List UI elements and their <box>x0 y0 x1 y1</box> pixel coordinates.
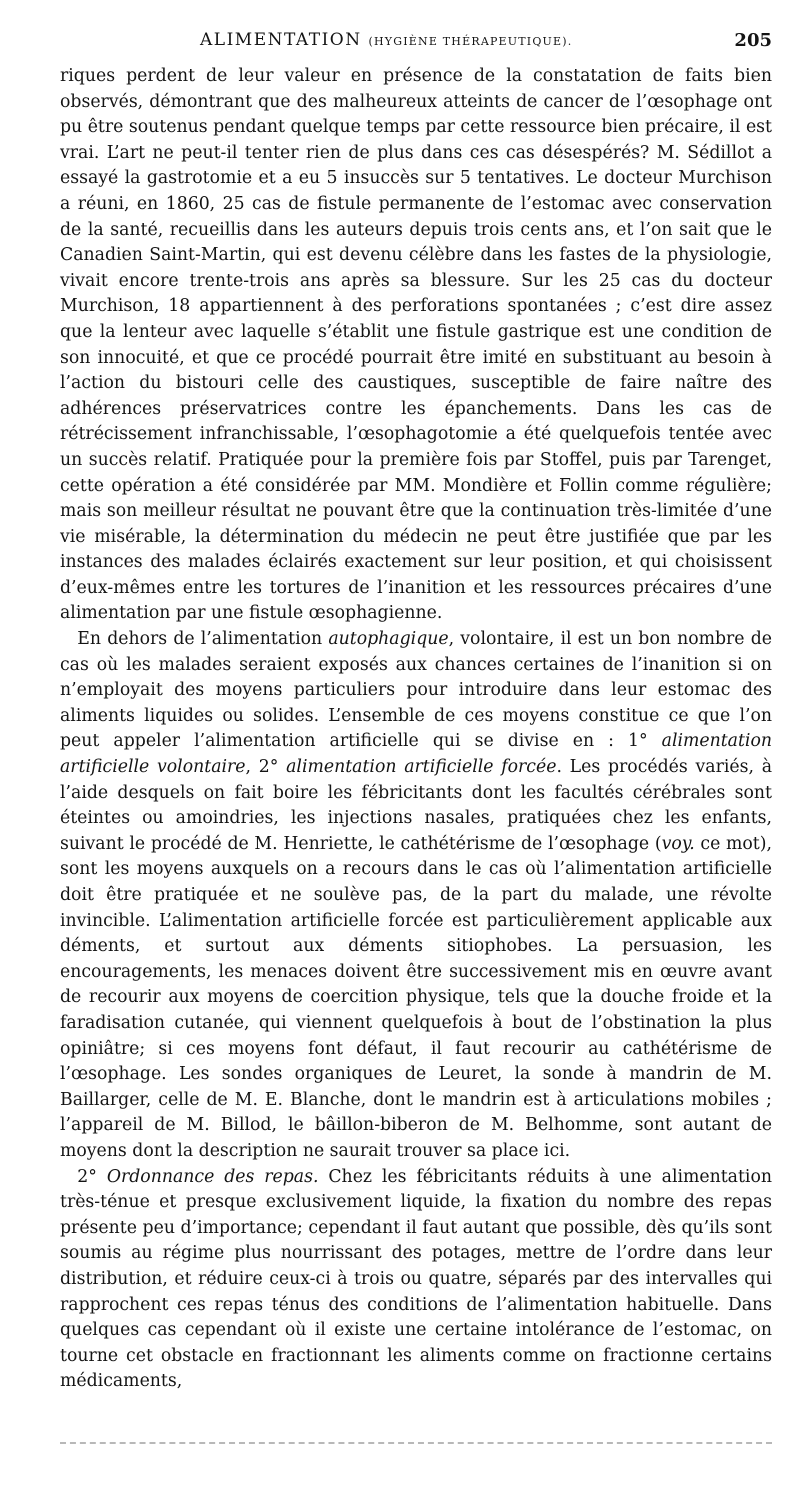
paragraph-2-part-c: , 2° <box>245 757 287 778</box>
term-autophagique: autophagique <box>328 629 449 650</box>
footer-rule <box>60 1442 772 1444</box>
section-heading-ordonnance: Ordonnance des repas. <box>106 1166 319 1187</box>
paragraph-3-text: Chez les fébricitants réduits à une alimentation très-ténue et presque exclusivement liquide, la fixation du nombre des repas présente peu d’importance; cependant il faut autant que possible, dès qu’ils sont soumis au régime plus nourrissant des potages, mettre de l’ordre dans leur distribution, et réduire ceux-ci à trois ou quatre, séparés par des intervalles qui rapprochent ces repas ténus des conditions de l’alimentation habituelle. Dans quelques cas cependant où il existe une certaine intolérance de l’estomac, on tourne cet obstacle en fractionnant les aliments comme on fractionne certains médicaments, <box>60 1166 772 1392</box>
paragraph-2-part-a: En dehors de l’alimentation <box>77 629 329 650</box>
term-artificielle-forcee: alimentation artificielle forcée <box>286 757 557 778</box>
paragraph-3 <box>60 1165 772 1395</box>
running-header <box>60 30 772 56</box>
paragraph-2 <box>60 627 772 1164</box>
paragraph-2-part-b: , volontaire, il est un bon nombre de cas où les malades seraient exposés aux chances certaines de l’inanition si on n’employait des moyens particuliers pour introduire dans leur estomac des aliments liquides ou solides. L’ensemble de ces moyens constitue ce que l’on peut appeler l’alimentation artificielle qui se divise en : 1° <box>60 629 772 752</box>
section-number: 2° <box>77 1166 107 1187</box>
running-title-sub: (HYGIÈNE THÉRAPEUTIQUE). <box>368 35 573 48</box>
paragraph-2-part-d: . Les procédés variés, à l’aide desquels on fait boire les fébricitants dont les facultés cérébrales sont éteintes ou amoindries, les injections nasales, pratiquées chez les enfants, suivant le procédé de M. Henriette, le cathétérisme de l’œsophage ( <box>60 757 772 854</box>
paragraph-2-part-e: ce mot), sont les moyens auxquels on a recours dans le cas où l’alimentation artificielle doit être pratiquée et ne soulève pas, de la part du malade, une révolte invincible. L’alimentation artificielle forcée est particulièrement applicable aux déments, et surtout aux déments sitiophobes. La persuasion, les encouragements, les menaces doivent être successivement mis en œuvre avant de recourir aux moyens de coercition physique, tels que la douche froide et la faradisation cutanée, qui viennent quelquefois à bout de l’obstination la plus opiniâtre; si ces moyens font défaut, il faut recourir au cathétérisme de l’œsophage. Les sondes organiques de Leuret, la sonde à mandrin de M. Baillarger, celle de M. E. Blanche, dont le mandrin est à articulations mobiles ; l’appareil de M. Billod, le bâillon-biberon de M. Belhomme, sont autant de moyens dont la description ne saurait trouver sa place ici. <box>60 833 772 1161</box>
paragraph-1: riques perdent de leur valeur en présence de la constatation de faits bien observés, démontrant que des malheureux atteints de cancer de l’œsophage ont pu être soutenus pendant quelque temps par cette ressource bien précaire, il est vrai. L’art ne peut-il tenter rien de plus dans ces cas désespérés? M. Sédillot a essayé la gastrotomie et a eu 5 insuccès sur 5 tentatives. Le docteur Murchison a réuni, en 1860, 25 cas de fistule permanente de l’estomac avec conservation de la santé, recueillis dans les auteurs depuis trois cents ans, et l’on sait que le Canadien Saint-Martin, qui est devenu célèbre dans les fastes de la physiologie, vivait encore trente-trois ans après sa blessure. Sur les 25 cas du docteur Murchison, 18 appartiennent à des perforations spontanées ; c’est dire assez que la lenteur avec laquelle s’établit une fistule gastrique est une condition de son innocuité, et que ce procédé pourrait être imité en substituant au besoin à l’action du bistouri celle des caustiques, susceptible de faire naître des adhérences préservatrices contre les épanchements. Dans les cas de rétrécissement infranchissable, l’œsophagotomie a été quelquefois tentée avec un succès relatif. Pratiquée pour la première fois par Stoffel, puis par Tarenget, cette opération a été considérée par MM. Mondière et Follin comme régulière; mais son meilleur résultat ne pouvant être que la continuation très-limitée d’une vie misérable, la détermination du médecin ne peut être justifiée que par les instances des malades éclairés exactement sur leur position, et qui choisissent d’eux-mêmes entre les tortures de l’inanition et les ressources précaires d’une alimentation par une fistule œsophagienne. <box>60 66 772 624</box>
body-text <box>60 64 772 1395</box>
page-number: 205 <box>734 30 772 51</box>
running-title-main: ALIMENTATION <box>200 30 362 50</box>
term-voy: voy. <box>661 833 695 854</box>
running-title <box>200 30 572 50</box>
term-artificielle-volontaire: alimentation artificielle volontaire <box>60 731 772 778</box>
